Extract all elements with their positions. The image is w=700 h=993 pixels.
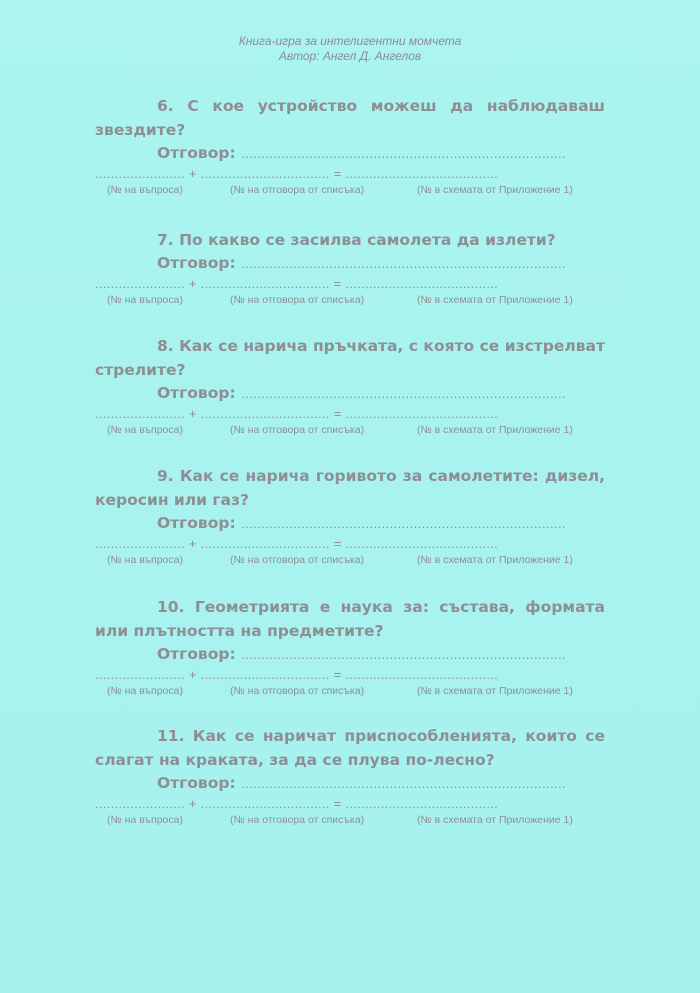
caption-scheme-number: (№ в схемата от Приложение 1)	[417, 814, 573, 826]
question-block	[95, 595, 605, 698]
question-block	[95, 334, 605, 437]
answer-dots: .................................................................................	[241, 776, 567, 791]
answer-line[interactable]	[95, 772, 605, 795]
caption-question-number: (№ на въпроса)	[107, 424, 183, 436]
caption-question-number: (№ на въпроса)	[107, 685, 183, 697]
formula-line[interactable]: ....................... + ................................. = .......................................	[95, 536, 499, 551]
question-block	[95, 464, 605, 567]
answer-line[interactable]	[95, 142, 605, 165]
answer-label: Отговор:	[157, 774, 236, 792]
caption-answer-number: (№ на отговора от списъка)	[230, 294, 365, 306]
question-text: 7. По какво се засилва самолета да излети?	[157, 231, 556, 249]
answer-dots: .................................................................................	[241, 386, 567, 401]
caption-question-number: (№ на въпроса)	[107, 294, 183, 306]
caption-answer-number: (№ на отговора от списъка)	[230, 554, 365, 566]
answer-label: Отговор:	[157, 645, 236, 663]
question-text: 6. С кое устройство можеш да наблюдаваш звездите?	[95, 97, 605, 139]
caption-scheme-number: (№ в схемата от Приложение 1)	[417, 184, 573, 196]
caption-answer-number: (№ на отговора от списъка)	[230, 184, 365, 196]
answer-label: Отговор:	[157, 254, 236, 272]
answer-line[interactable]	[95, 643, 605, 666]
caption-scheme-number: (№ в схемата от Приложение 1)	[417, 685, 573, 697]
formula-captions	[95, 553, 605, 567]
answer-line[interactable]	[95, 382, 605, 405]
answer-dots: .................................................................................	[241, 516, 567, 531]
page-header	[0, 34, 700, 64]
question-block	[95, 94, 605, 197]
caption-scheme-number: (№ в схемата от Приложение 1)	[417, 424, 573, 436]
caption-question-number: (№ на въпроса)	[107, 554, 183, 566]
caption-question-number: (№ на въпроса)	[107, 184, 183, 196]
formula-captions	[95, 423, 605, 437]
question-text: 8. Как се нарича пръчката, с която се изстрелват стрелите?	[95, 337, 605, 379]
formula-line[interactable]: ....................... + ................................. = .......................................	[95, 166, 499, 181]
formula-line[interactable]: ....................... + ................................. = .......................................	[95, 406, 499, 421]
question-text: 9. Как се нарича горивото за самолетите: дизел, керосин или газ?	[95, 467, 605, 509]
formula-line[interactable]: ....................... + ................................. = .......................................	[95, 276, 499, 291]
caption-answer-number: (№ на отговора от списъка)	[230, 424, 365, 436]
caption-scheme-number: (№ в схемата от Приложение 1)	[417, 294, 573, 306]
formula-captions	[95, 684, 605, 698]
question-block	[95, 228, 605, 307]
question-block	[95, 724, 605, 827]
question-text: 10. Геометрията е наука за: състава, формата или плътността на предметите?	[95, 598, 605, 640]
answer-line[interactable]	[95, 252, 605, 275]
caption-question-number: (№ на въпроса)	[107, 814, 183, 826]
header-author: Автор: Ангел Д. Ангелов	[278, 49, 422, 63]
answer-dots: .................................................................................	[241, 256, 567, 271]
caption-answer-number: (№ на отговора от списъка)	[230, 685, 365, 697]
caption-answer-number: (№ на отговора от списъка)	[230, 814, 365, 826]
answer-label: Отговор:	[157, 384, 236, 402]
question-text: 11. Как се наричат приспособленията, които се слагат на краката, за да се плува по-лесно?	[95, 727, 605, 769]
answer-dots: .................................................................................	[241, 647, 567, 662]
answer-line[interactable]	[95, 512, 605, 535]
answer-dots: .................................................................................	[241, 146, 567, 161]
formula-captions	[95, 183, 605, 197]
formula-captions	[95, 813, 605, 827]
formula-captions	[95, 293, 605, 307]
formula-line[interactable]: ....................... + ................................. = .......................................	[95, 796, 499, 811]
header-book-title: Книга-игра за интелигентни момчета	[238, 34, 462, 48]
answer-label: Отговор:	[157, 514, 236, 532]
caption-scheme-number: (№ в схемата от Приложение 1)	[417, 554, 573, 566]
formula-line[interactable]: ....................... + ................................. = .......................................	[95, 667, 499, 682]
answer-label: Отговор:	[157, 144, 236, 162]
